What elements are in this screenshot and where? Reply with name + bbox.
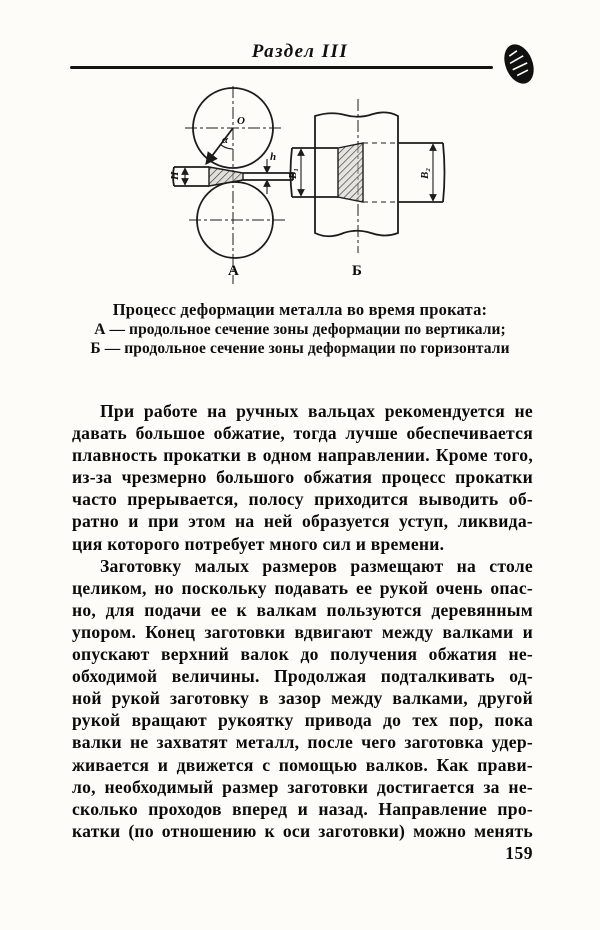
- text-line: живается и движется с помощью валков. Как прави-: [72, 754, 533, 775]
- text-line: ло, необходимый размер заготовки достигается за не-: [72, 776, 533, 797]
- view-b-group: [287, 99, 445, 279]
- body-text: [72, 400, 533, 842]
- view-b-label: Б: [352, 263, 362, 279]
- view-a-group: [169, 86, 293, 284]
- text-line: но, для подачи ее к валкам пользуются деревянным: [72, 599, 533, 620]
- center-label: O: [237, 115, 245, 127]
- exit-height-label: h: [270, 151, 277, 163]
- page-number: 159: [505, 843, 533, 863]
- text-line: рукой вращают рукоятку привода до тех пор, пока: [72, 710, 533, 731]
- text-line: валки не захватят металл, после чего заготовка удер-: [72, 732, 533, 753]
- rolling-deformation-diagram: [145, 85, 465, 287]
- entry-height-label: Н: [169, 171, 181, 180]
- deformation-zone-hatch: [209, 167, 243, 186]
- text-line: целиком, но поскольку подавать ее рукой очень опас-: [72, 577, 533, 598]
- header-rule: [70, 66, 493, 69]
- paragraph: [72, 400, 533, 555]
- text-line: плавность прокатки в одном направлении. Кроме того,: [72, 445, 533, 466]
- roll-radius-line: [206, 128, 233, 164]
- stamp-ellipse: [499, 40, 539, 88]
- text-line: ратно и при этом на ней образуется уступ, ликвида-: [72, 511, 533, 532]
- figure-caption-line: Б — продольное сечение зоны деформации по горизонтали: [90, 339, 510, 357]
- text-line: При работе на ручных вальцах рекомендуется не: [100, 401, 533, 421]
- figure-caption-title: Процесс деформации металла во время проката:: [112, 300, 488, 319]
- figure-caption-line: А — продольное сечение зоны деформации по вертикали;: [94, 321, 506, 338]
- figure-caption: [68, 299, 532, 358]
- angle-label: α: [222, 134, 229, 146]
- text-line: упором. Конец заготовки вдвигают между валками и: [72, 621, 533, 642]
- entry-width-label: В₁: [287, 167, 299, 179]
- text-line: из-за чрезмерно большого обжатия процесс прокатки: [72, 467, 533, 488]
- section-title: Раздел III: [251, 41, 349, 62]
- exit-strip-outline: [243, 173, 293, 180]
- text-line: давать большое обжатие, тогда лучше обеспечивается: [72, 423, 533, 444]
- text-line: Заготовку малых размеров размещают на столе: [100, 555, 533, 576]
- text-line: опускают верхний валок до получения обжатия не-: [72, 644, 533, 665]
- exit-width-label: В₂: [419, 167, 431, 179]
- text-line: часто прерывается, полосу приходится выводить об-: [72, 489, 533, 510]
- text-line: ция которого потребует много сил и времени.: [72, 533, 445, 554]
- text-line: обходимой величины. Продолжая подталкивать од-: [72, 666, 533, 687]
- text-line: ной рукой заготовку в зазор между валками, другой: [72, 688, 533, 709]
- deformation-zone-b-hatch: [338, 143, 363, 202]
- paragraph: [72, 555, 533, 842]
- text-line: катки (по отношению к оси заготовки) можно менять: [72, 820, 533, 841]
- exit-edges-hidden: [363, 143, 398, 202]
- publisher-stamp-icon: [495, 36, 543, 92]
- view-a-label: А: [228, 263, 239, 279]
- text-line: сколько проходов вперед и назад. Направление про-: [72, 798, 533, 819]
- figure-caption-lines: [68, 321, 532, 358]
